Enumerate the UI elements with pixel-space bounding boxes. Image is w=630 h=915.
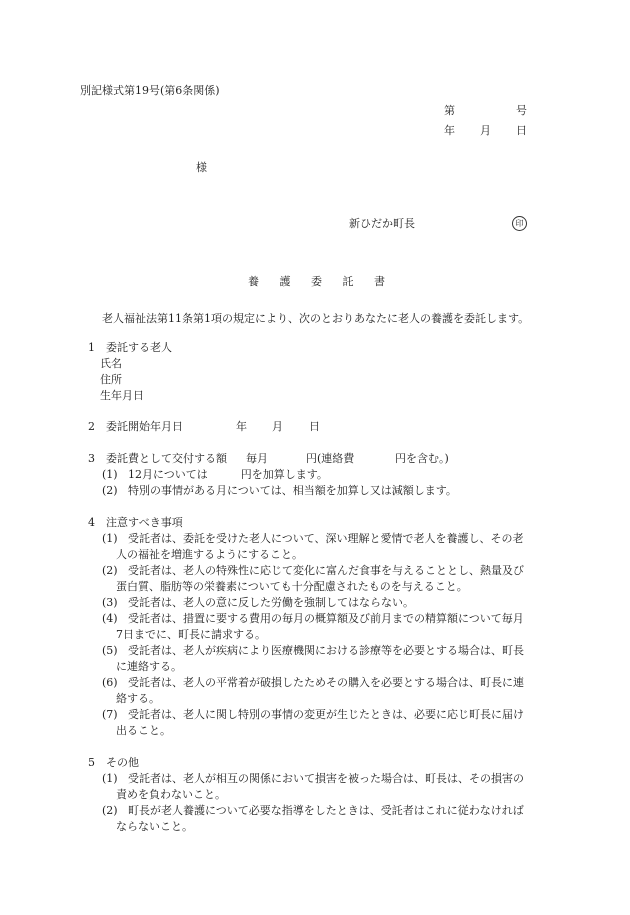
title-char: 養	[248, 275, 259, 288]
title-char: 書	[374, 275, 385, 288]
item-text-continued: 蛋白質、脂肪等の栄養素についても十分配慮されたものを与えること。	[116, 580, 468, 593]
item-text-continued: ならないこと。	[116, 820, 193, 833]
yen-contact-fee-text: 円(連絡費	[306, 452, 355, 465]
item-number: (2)	[102, 484, 118, 497]
item-number: (2)	[102, 564, 118, 577]
start-year-label: 年	[236, 420, 247, 433]
start-month-label: 月	[272, 420, 283, 433]
title-char: 委	[311, 275, 322, 288]
field-birthdate-label: 生年月日	[100, 389, 144, 402]
field-name-label: 氏名	[100, 357, 122, 370]
item-text: 12月については 円を加算します。	[128, 468, 328, 481]
yen-included-text: 円を含む。)	[395, 452, 449, 465]
item-text: 町長が老人養護について必要な指導をしたときは、受託者はこれに従わなければ	[128, 804, 524, 817]
document-number-suffix: 号	[516, 104, 527, 117]
section-5-number: 5	[88, 756, 95, 769]
item-text: 受託者は、老人の意に反した労働を強制してはならない。	[128, 596, 414, 609]
item-number: (3)	[102, 596, 118, 609]
title-char: 護	[279, 275, 291, 288]
title-char: 託	[342, 275, 354, 288]
section-1-heading: 委託する老人	[106, 341, 172, 354]
item-text-continued: 出ること。	[116, 724, 171, 737]
item-text: 受託者は、老人が相互の関係において損害を被った場合は、町長は、その損害の	[128, 772, 524, 785]
item-text: 受託者は、老人の平常着が破損したためその購入を必要とする場合は、町長に連	[128, 676, 524, 689]
item-number: (1)	[102, 772, 118, 785]
date-year-label: 年	[444, 124, 455, 137]
item-number: (4)	[102, 612, 118, 625]
date-month-label: 月	[480, 124, 491, 137]
item-text: 受託者は、措置に要する費用の毎月の概算額及び前月までの精算額について毎月	[128, 612, 524, 625]
monthly-label: 毎月	[246, 452, 268, 465]
seal-mark: 印	[512, 216, 527, 231]
item-text-continued: に連絡する。	[116, 660, 182, 673]
item-text-continued: 絡する。	[116, 692, 160, 705]
document-number-label: 第	[444, 104, 455, 117]
item-number: (6)	[102, 676, 118, 689]
intro-paragraph: 老人福祉法第11条第1項の規定により、次のとおりあなたに老人の養護を委託します。	[102, 312, 530, 325]
start-day-label: 日	[309, 420, 320, 433]
section-2-heading: 委託開始年月日	[106, 420, 183, 433]
item-number: (1)	[102, 532, 118, 545]
addressee-honorific: 様	[196, 161, 207, 174]
section-2-number: 2	[88, 420, 95, 433]
section-5-heading: その他	[106, 756, 139, 769]
date-day-label: 日	[516, 124, 527, 137]
section-4-heading: 注意すべき事項	[106, 516, 183, 529]
item-text-continued: 人の福祉を増進するようにすること。	[116, 548, 303, 561]
field-address-label: 住所	[100, 373, 122, 386]
item-text: 受託者は、委託を受けた老人について、深い理解と愛情で老人を養護し、その老	[128, 532, 524, 545]
issuer-name: 新ひだか町長	[349, 217, 415, 230]
item-text-continued: 7日までに、町長に請求する。	[116, 628, 266, 641]
item-number: (2)	[102, 804, 118, 817]
item-number: (5)	[102, 644, 118, 657]
section-3-number: 3	[88, 452, 95, 465]
document-title	[248, 276, 402, 287]
item-text: 受託者は、老人の特殊性に応じて変化に富んだ食事を与えることとし、熱量及び	[128, 564, 524, 577]
item-number: (1)	[102, 468, 118, 481]
section-3-heading: 委託費として交付する額	[106, 452, 227, 465]
section-1-number: 1	[88, 341, 95, 354]
item-text: 受託者は、老人が疾病により医療機関における診療等を必要とする場合は、町長	[128, 644, 524, 657]
item-text: 特別の事情がある月については、相当額を加算し又は減額します。	[128, 484, 457, 497]
form-reference: 別記様式第19号(第6条関係)	[80, 84, 220, 97]
item-text: 受託者は、老人に関し特別の事情の変更が生じたときは、必要に応じ町長に届け	[128, 708, 524, 721]
section-4-number: 4	[88, 516, 95, 529]
item-text-continued: 責めを負わないこと。	[116, 788, 226, 801]
item-number: (7)	[102, 708, 118, 721]
